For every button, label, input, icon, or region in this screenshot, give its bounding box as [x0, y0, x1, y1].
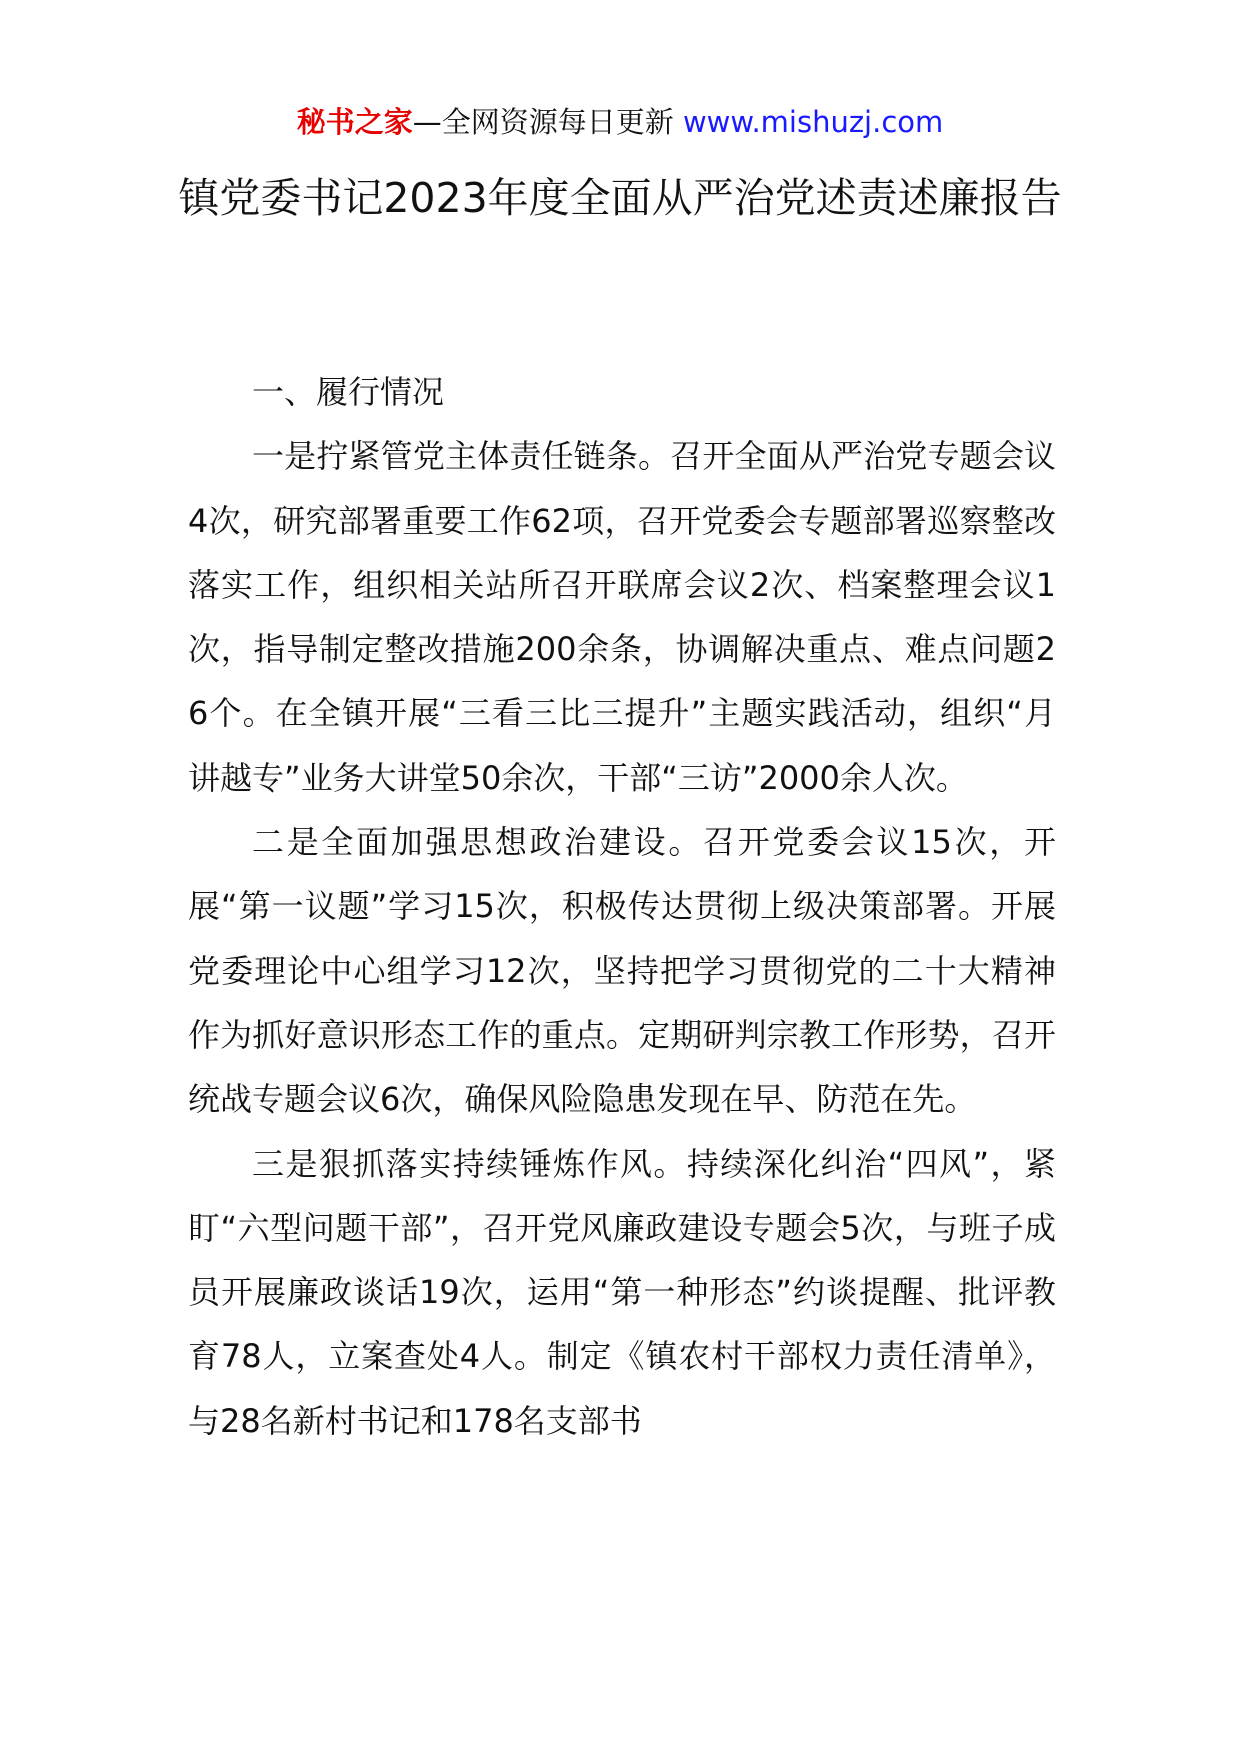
body-paragraph: 三是狠抓落实持续锤炼作风。持续深化纠治“四风”，紧盯“六型问题干部”，召开党风廉政建设专题会5次，与班子成员开展廉政谈话19次，运用“第一种形态”约谈提醒、批评教育78人，立案查处4人。制定《镇农村干部权力责任清单》，与28名新村书记和178名支部书 [188, 1144, 1056, 1440]
site-banner [0, 102, 1240, 142]
document-body [188, 360, 1056, 1453]
banner-slogan: —全网资源每日更新 [412, 105, 683, 139]
document-title: 镇党委书记2023年度全面从严治党述责述廉报告 [178, 174, 1062, 222]
section-heading: 一、履行情况 [252, 373, 445, 411]
body-paragraph: 一是拧紧管党主体责任链条。召开全面从严治党专题会议4次，研究部署重要工作62项，召开党委会专题部署巡察整改落实工作，组织相关站所召开联席会议2次、档案整理会议1次，指导制定整改措施200余条，协调解决重点、难点问题26个。在全镇开展“三看三比三提升”主题实践活动，组织“月讲越专”业务大讲堂50余次，干部“三访”2000余人次。 [188, 437, 1056, 797]
site-url-link[interactable]: www.mishuzj.com [682, 105, 944, 139]
brand-name: 秘书之家 [296, 105, 413, 139]
body-paragraph: 二是全面加强思想政治建设。召开党委会议15次，开展“第一议题”学习15次，积极传达贯彻上级决策部署。开展党委理论中心组学习12次，坚持把学习贯彻党的二十大精神作为抓好意识形态工作的重点。定期研判宗教工作形势，召开统战专题会议6次，确保风险隐患发现在早、防范在先。 [188, 823, 1056, 1119]
